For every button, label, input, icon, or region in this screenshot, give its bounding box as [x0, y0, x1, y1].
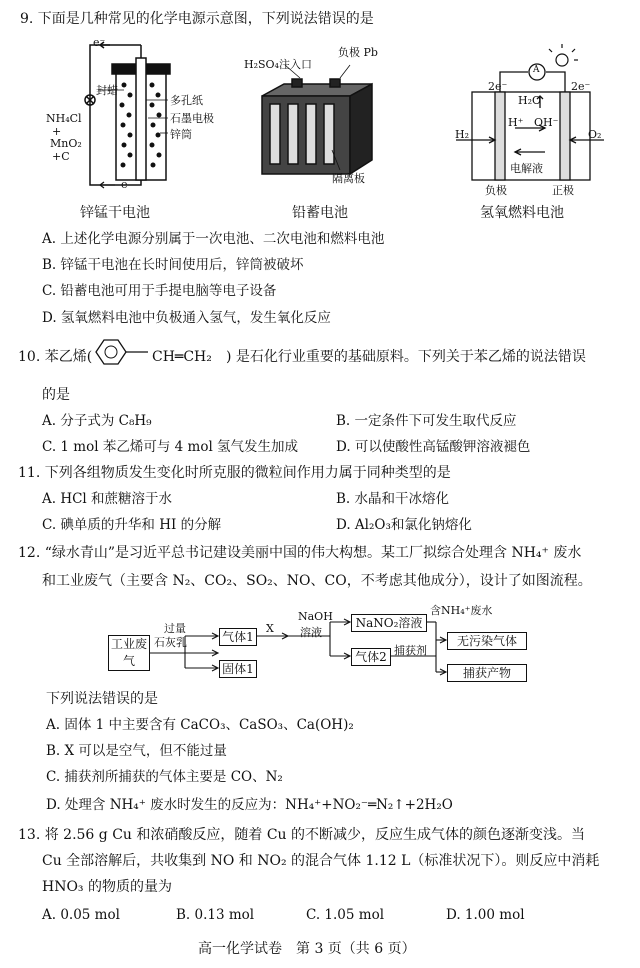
fuel-cell-electrolyte: 电解液 [510, 162, 543, 175]
flow-capture-label: 捕获剂 [394, 644, 427, 657]
fuel-cell-oh: OH⁻ [534, 116, 559, 129]
lead-battery-caption: 铅蓄电池 [292, 205, 348, 221]
q10-chain: CH═CH₂ [152, 349, 212, 365]
q10-option-a: A. 分子式为 C₈H₉ [42, 413, 152, 429]
q13-option-d: D. 1.00 mol [446, 907, 525, 923]
flow-gas1: 气体1 [219, 628, 257, 646]
flow-gas2: 气体2 [351, 648, 391, 666]
flow-solid1: 固体1 [219, 660, 257, 678]
q13-option-a: A. 0.05 mol [42, 907, 120, 923]
q13-stem-b: Cu 全部溶解后，共收集到 NO 和 NO₂ 的混合气体 1.12 L（标准状况下）。则反应中消耗 [42, 853, 600, 869]
dry-cell-zinc: 锌筒 [170, 128, 192, 141]
q11-option-d: D. Al₂O₃和氯化钠熔化 [336, 517, 472, 533]
flow-waste-gas: 工业废气 [108, 635, 150, 671]
dry-cell-seal: 封蜡 [96, 84, 118, 97]
q12-stem-b: 和工业废气（主要含 N₂、CO₂、SO₂、NO、CO，不考虑其他成分），设计了如图流程。 [42, 573, 592, 589]
q11-option-b: B. 水晶和干冰熔化 [336, 491, 450, 507]
page-footer: 高一化学试卷 第 3 页（共 6 页） [198, 941, 416, 957]
q9-option-d: D. 氢氧燃料电池中负极通入氢气，发生氧化反应 [42, 310, 331, 326]
fuel-cell-caption: 氢氧燃料电池 [480, 205, 564, 221]
fuel-cell-hplus: H⁺ [508, 116, 524, 129]
q13-option-c: C. 1.05 mol [306, 907, 385, 923]
q13-stem-c: HNO₃ 的物质的量为 [42, 879, 172, 895]
fuel-cell-h2: H₂ [455, 128, 470, 141]
fuel-cell-negative: 负极 [485, 184, 507, 197]
dry-cell-paste-3: MnO₂ [50, 137, 82, 150]
dry-cell-paste-2: + [52, 125, 62, 138]
fuel-cell-positive: 正极 [552, 184, 574, 197]
dry-cell-caption: 锌锰干电池 [80, 205, 150, 221]
dry-cell-paper: 多孔纸 [170, 94, 203, 107]
q10-option-c: C. 1 mol 苯乙烯可与 4 mol 氢气发生加成 [42, 439, 299, 455]
q9-option-b: B. 锌锰干电池在长时间使用后，锌筒被破坏 [42, 257, 304, 273]
q9-option-c: C. 铅蓄电池可用于手提电脑等电子设备 [42, 283, 277, 299]
q13-option-b: B. 0.13 mol [176, 907, 255, 923]
dry-cell-e-bottom: e [121, 178, 128, 191]
q12-stem-a: 12. “绿水青山”是习近平总书记建设美丽中国的伟大构想。某工厂拟综合处理含 NH₄⁺ 废水 [18, 545, 582, 561]
lead-battery-separator: 隔离板 [332, 172, 365, 185]
dry-cell-graphite: 石墨电极 [170, 112, 214, 125]
q11-stem: 11. 下列各组物质发生变化时所克服的微粒间作用力属于同种类型的是 [18, 465, 451, 481]
q10-stem-a: 10. 苯乙烯( [18, 349, 93, 365]
flow-excess-label: 过量 [164, 622, 186, 635]
flow-lime-label: 石灰乳 [154, 636, 187, 649]
flow-product: 捕获产物 [447, 664, 527, 682]
lead-battery-negative: 负极 Pb [338, 46, 378, 59]
q9-stem: 9. 下面是几种常见的化学电源示意图，下列说法错误的是 [20, 11, 374, 27]
flow-nano2: NaNO₂溶液 [351, 614, 427, 632]
fuel-cell-water: H₂O [518, 94, 542, 107]
q13-stem-a: 13. 将 2.56 g Cu 和浓硝酸反应，随着 Cu 的不断减少，反应生成气体的颜色逐渐变浅。当 [18, 827, 586, 843]
lead-battery-inlet: H₂SO₄注入口 [244, 58, 312, 71]
q12-option-a: A. 固体 1 中主要含有 CaCO₃、CaSO₃、Ca(OH)₂ [46, 717, 354, 733]
q12-option-b: B. X 可以是空气，但不能过量 [46, 743, 227, 759]
q12-lead: 下列说法错误的是 [46, 691, 158, 707]
q11-option-c: C. 碘单质的升华和 HI 的分解 [42, 517, 222, 533]
q10-option-d: D. 可以使酸性高锰酸钾溶液褪色 [336, 439, 531, 455]
fuel-cell-e-right: 2e⁻ [571, 80, 591, 93]
q9-option-a: A. 上述化学电源分别属于一次电池、二次电池和燃料电池 [42, 231, 385, 247]
dry-cell-e-top: e⁻ [93, 36, 106, 49]
flow-clean-gas: 无污染气体 [447, 632, 527, 650]
q12-option-c: C. 捕获剂所捕获的气体主要是 CO、N₂ [46, 769, 283, 785]
q11-option-a: A. HCl 和蔗糖溶于水 [42, 491, 173, 507]
fuel-cell-ammeter: A [533, 65, 540, 75]
dry-cell-paste-1: NH₄Cl [46, 112, 82, 125]
dry-cell-paste-4: +C [52, 150, 70, 163]
flow-naoh-label: NaOH [298, 610, 333, 623]
fuel-cell-o2: O₂ [588, 128, 602, 141]
flow-naoh-solution-label: 溶液 [300, 626, 322, 639]
q10-stem-c: 的是 [42, 387, 70, 403]
fuel-cell-e-left: 2e⁻ [488, 80, 508, 93]
q10-option-b: B. 一定条件下可发生取代反应 [336, 413, 517, 429]
q10-stem-b: ) 是石化行业重要的基础原料。下列关于苯乙烯的说法错误 [226, 349, 586, 365]
flow-nh4-label: 含NH₄⁺废水 [430, 604, 493, 617]
flow-x-label: X [266, 622, 274, 635]
q12-option-d: D. 处理含 NH₄⁺ 废水时发生的反应为：NH₄⁺+NO₂⁻═N₂↑+2H₂O [46, 797, 453, 813]
